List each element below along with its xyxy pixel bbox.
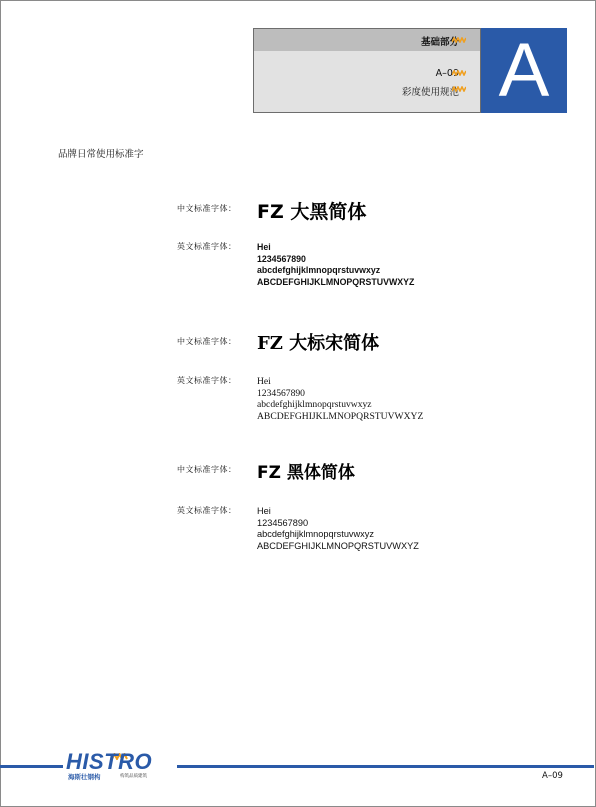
wave-icon	[452, 86, 466, 92]
logo-tagline: 构筑品质建筑	[120, 774, 147, 779]
sample-word: Hei	[257, 376, 271, 387]
cn-font-label: 中文标准字体：	[177, 465, 237, 474]
logo-chinese-name: 海斯壮钢构	[68, 773, 101, 781]
sample-lowercase: abcdefghijklmnopqrstuvwxyz	[257, 265, 381, 275]
cn-font-name: FZ 大黑简体	[257, 201, 367, 223]
en-font-samples	[257, 376, 423, 422]
sample-uppercase: ABCDEFGHIJKLMNOPQRSTUVWXYZ	[257, 540, 419, 551]
wave-icon	[452, 70, 466, 76]
sample-lowercase: abcdefghijklmnopqrstuvwxyz	[257, 529, 374, 539]
sample-digits: 1234567890	[257, 387, 305, 399]
section-letter: A	[481, 28, 567, 113]
en-font-label: 英文标准字体：	[177, 506, 237, 515]
cn-font-label: 中文标准字体：	[177, 204, 237, 213]
section-title: 品牌日常使用标准字	[58, 149, 144, 160]
page-number: A–09	[542, 771, 563, 781]
header-topic: 彩度使用规范	[401, 87, 459, 98]
footer-rule-left	[0, 765, 63, 768]
en-font-samples	[257, 506, 419, 552]
brand-logo	[66, 745, 176, 783]
logo-wordmark: HISTRO	[66, 749, 153, 774]
header-page-code: A–09	[435, 68, 459, 79]
sample-uppercase: ABCDEFGHIJKLMNOPQRSTUVWXYZ	[257, 276, 415, 287]
wave-icon	[452, 37, 466, 43]
en-font-label: 英文标准字体：	[177, 242, 237, 251]
en-font-label: 英文标准字体：	[177, 376, 237, 385]
sample-uppercase: ABCDEFGHIJKLMNOPQRSTUVWXYZ	[257, 410, 424, 422]
sample-digits: 1234567890	[257, 253, 306, 264]
en-font-samples	[257, 242, 414, 288]
cn-font-name: FZ 大标宋简体	[257, 333, 380, 354]
cn-font-label: 中文标准字体：	[177, 337, 237, 346]
header-section-label: 基础部分	[420, 37, 459, 48]
header-info-panel	[253, 51, 481, 113]
sample-lowercase: abcdefghijklmnopqrstuvwxyz	[257, 399, 372, 410]
sample-word: Hei	[257, 506, 271, 516]
footer-rule-right	[177, 765, 594, 768]
sample-digits: 1234567890	[257, 517, 309, 528]
cn-font-name: FZ 黑体简体	[257, 463, 355, 483]
sample-word: Hei	[257, 242, 271, 252]
